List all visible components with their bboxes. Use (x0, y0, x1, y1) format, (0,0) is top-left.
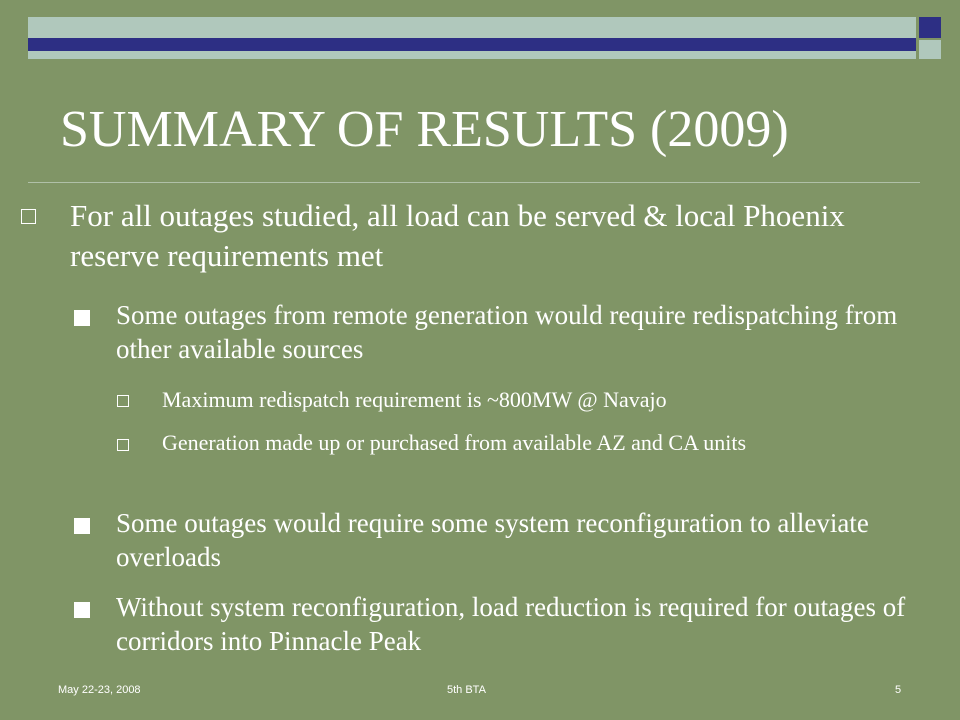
footer-date: May 22-23, 2008 (58, 684, 141, 696)
hollow-square-bullet-icon (21, 209, 36, 224)
bullet-l3-generation: Generation made up or purchased from available AZ and CA units (162, 430, 747, 455)
bullet-l2-reconfig: Some outages would require some system reconfiguration to alleviate overloads (116, 508, 869, 572)
bullet-l2-without: Without system reconfiguration, load reduction is required for outages of corridors into Pinnacle Peak (116, 592, 906, 656)
filled-square-bullet-icon (74, 518, 90, 534)
hollow-square-bullet-icon (117, 439, 129, 451)
page-title: SUMMARY OF RESULTS (2009) (60, 101, 789, 158)
bullet-l2-remote: Some outages from remote generation would require redispatching from other available sources (116, 300, 898, 364)
hollow-square-bullet-icon (117, 395, 129, 407)
bullet-l3-max: Maximum redispatch requirement is ~800MW @ Navajo (162, 387, 667, 412)
filled-square-bullet-icon (74, 310, 90, 326)
footer-page-number: 5 (895, 684, 902, 696)
footer-event: 5th BTA (447, 684, 486, 696)
filled-square-bullet-icon (74, 602, 90, 618)
bullet-l1-main: For all outages studied, all load can be served & local Phoenix reserve requirements met (70, 198, 845, 273)
